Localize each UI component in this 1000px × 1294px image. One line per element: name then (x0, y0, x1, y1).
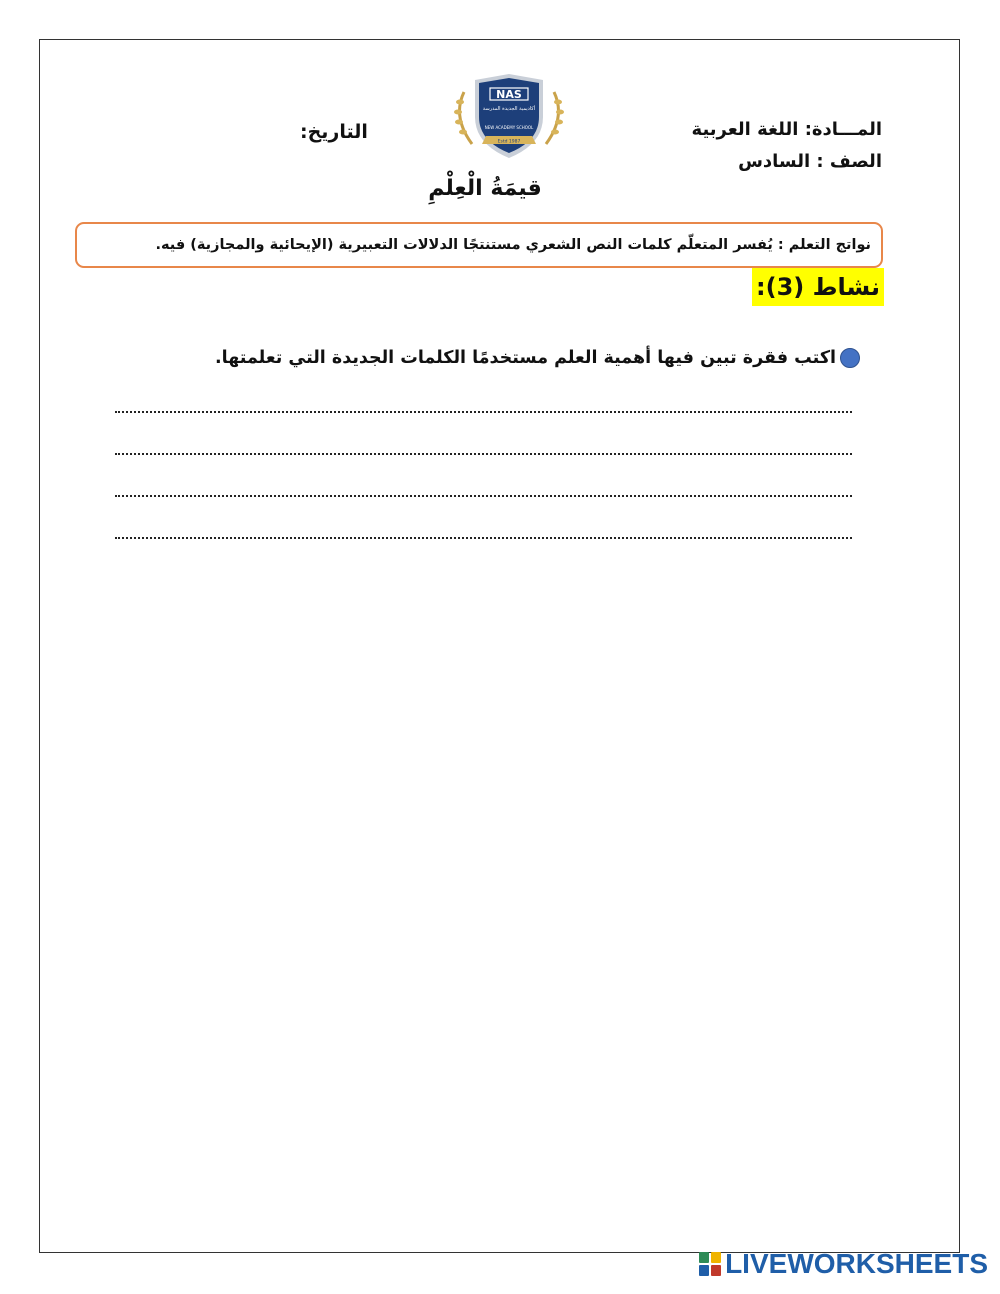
date-label: التاريخ: (300, 121, 368, 143)
svg-text:أكاديمية الجديدة المدرسة: أكاديمية الجديدة المدرسة (482, 106, 536, 112)
bullet-circle-icon (840, 348, 860, 368)
answer-line-3[interactable] (115, 495, 852, 497)
liveworksheets-brand: LIVEWORKSHEETS (725, 1248, 988, 1279)
instruction-text: اكتب فقرة تبين فيها أهمية العلم مستخدمًا الكلمات الجديدة التي تعلمتها. (215, 348, 836, 368)
school-logo (450, 72, 568, 162)
answer-line-2[interactable] (115, 453, 852, 455)
svg-text:NAS: NAS (496, 88, 522, 101)
svg-text:Estd 1987: Estd 1987 (497, 139, 521, 145)
liveworksheets-squares-icon (699, 1252, 721, 1276)
school-crest-icon (450, 72, 568, 162)
svg-text:NEW ACADEMY SCHOOL: NEW ACADEMY SCHOOL (484, 125, 534, 130)
liveworksheets-logo (699, 1248, 988, 1280)
page-title: قيمَةُ الْعِلْمِ (428, 176, 542, 201)
grade-label: الصف : السادس (738, 151, 882, 172)
learning-outcomes-box (75, 222, 883, 268)
instruction-row (215, 348, 860, 368)
answer-line-1[interactable] (115, 411, 852, 413)
subject-label: المـــادة: اللغة العربية (691, 119, 882, 140)
learning-outcomes-text: نواتج التعلم : يُفسر المتعلّم كلمات النص الشعري مستنتجًا الدلالات التعبيرية (الإيحائية والمجازية) فيه. (155, 237, 871, 253)
answer-line-4[interactable] (115, 537, 852, 539)
activity-label: نشاط (3): (752, 268, 884, 306)
